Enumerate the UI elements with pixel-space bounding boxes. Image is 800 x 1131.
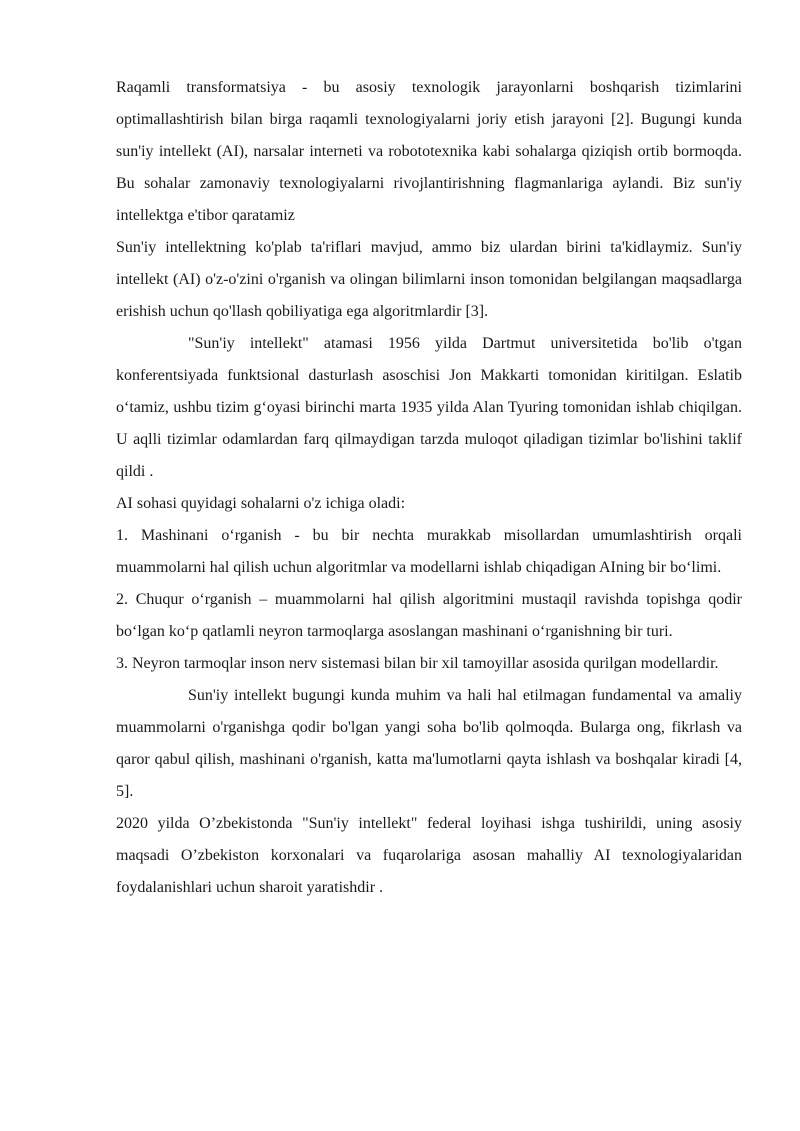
paragraph-digital-transformation: Raqamli transformatsiya - bu asosiy texnologik jarayonlarni boshqarish tizimlarini optimallashtirish bilan birga raqamli texnologiyalarni joriy etish jarayoni [2]. Bugungi kunda sun'iy intellekt (AI), narsalar interneti va robototexnika kabi sohalarga qiziqish ortib bormoqda. Bu sohalar zamonaviy texnologiyalarni rivojlantirishning flagmanlariga aylandi. Biz sun'iy intellektga e'tibor qaratamiz: [116, 79, 742, 224]
list-item-machine-learning: 1. Mashinani o‘rganish - bu bir nechta murakkab misollardan umumlashtirish orqali muammolarni hal qilish uchun algoritmlar va modellarni ishlab chiqadigan AIning bir bo‘limi.: [116, 527, 742, 576]
paragraph-ai-today: Sun'iy intellekt bugungi kunda muhim va hali hal etilmagan fundamental va amaliy muammolarni o'rganishga qodir bo'lgan yangi soha bo'lib qolmoqda. Bularga ong, fikrlash va qaror qabul qilish, mashinani o'rganish, katta ma'lumotlarni qayta ishlash va boshqalar kiradi [4, 5].: [116, 687, 742, 800]
paragraph-ai-fields-intro: AI sohasi quyidagi sohalarni o'z ichiga oladi:: [116, 495, 406, 512]
document-body: [116, 72, 742, 904]
paragraph-uzbekistan-project: 2020 yilda O’zbekistonda "Sun'iy intellekt" federal loyihasi ishga tushirildi, uning asosiy maqsadi O’zbekiston korxonalari va fuqarolariga asosan mahalliy AI texnologiyalaridan foydalanishlari uchun sharoit yaratishdir .: [116, 815, 742, 896]
paragraph-ai-definition: Sun'iy intellektning ko'plab ta'riflari mavjud, ammo biz ulardan birini ta'kidlaymiz. Sun'iy intellekt (AI) o'z-o'zini o'rganish va olingan bilimlarni inson tomonidan belgilangan maqsadlarga erishish uchun qo'llash qobiliyatiga ega algoritmlardir [3].: [116, 239, 742, 320]
list-item-deep-learning: 2. Chuqur o‘rganish – muammolarni hal qilish algoritmini mustaqil ravishda topishga qodir bo‘lgan ko‘p qatlamli neyron tarmoqlarga asoslangan mashinani o‘rganishning bir turi.: [116, 591, 742, 640]
list-item-neural-networks: 3. Neyron tarmoqlar inson nerv sistemasi bilan bir xil tamoyillar asosida qurilgan modellardir.: [116, 655, 719, 672]
paragraph-ai-history: "Sun'iy intellekt" atamasi 1956 yilda Dartmut universitetida bo'lib o'tgan konferentsiyada funktsional dasturlash asoschisi Jon Makkarti tomonidan kiritilgan. Eslatib o‘tamiz, ushbu tizim g‘oyasi birinchi marta 1935 yilda Alan Tyuring tomonidan ishlab chiqilgan. U aqlli tizimlar odamlardan farq qilmaydigan tarzda muloqot qiladigan tizimlar bo'lishini taklif qildi .: [116, 335, 742, 480]
